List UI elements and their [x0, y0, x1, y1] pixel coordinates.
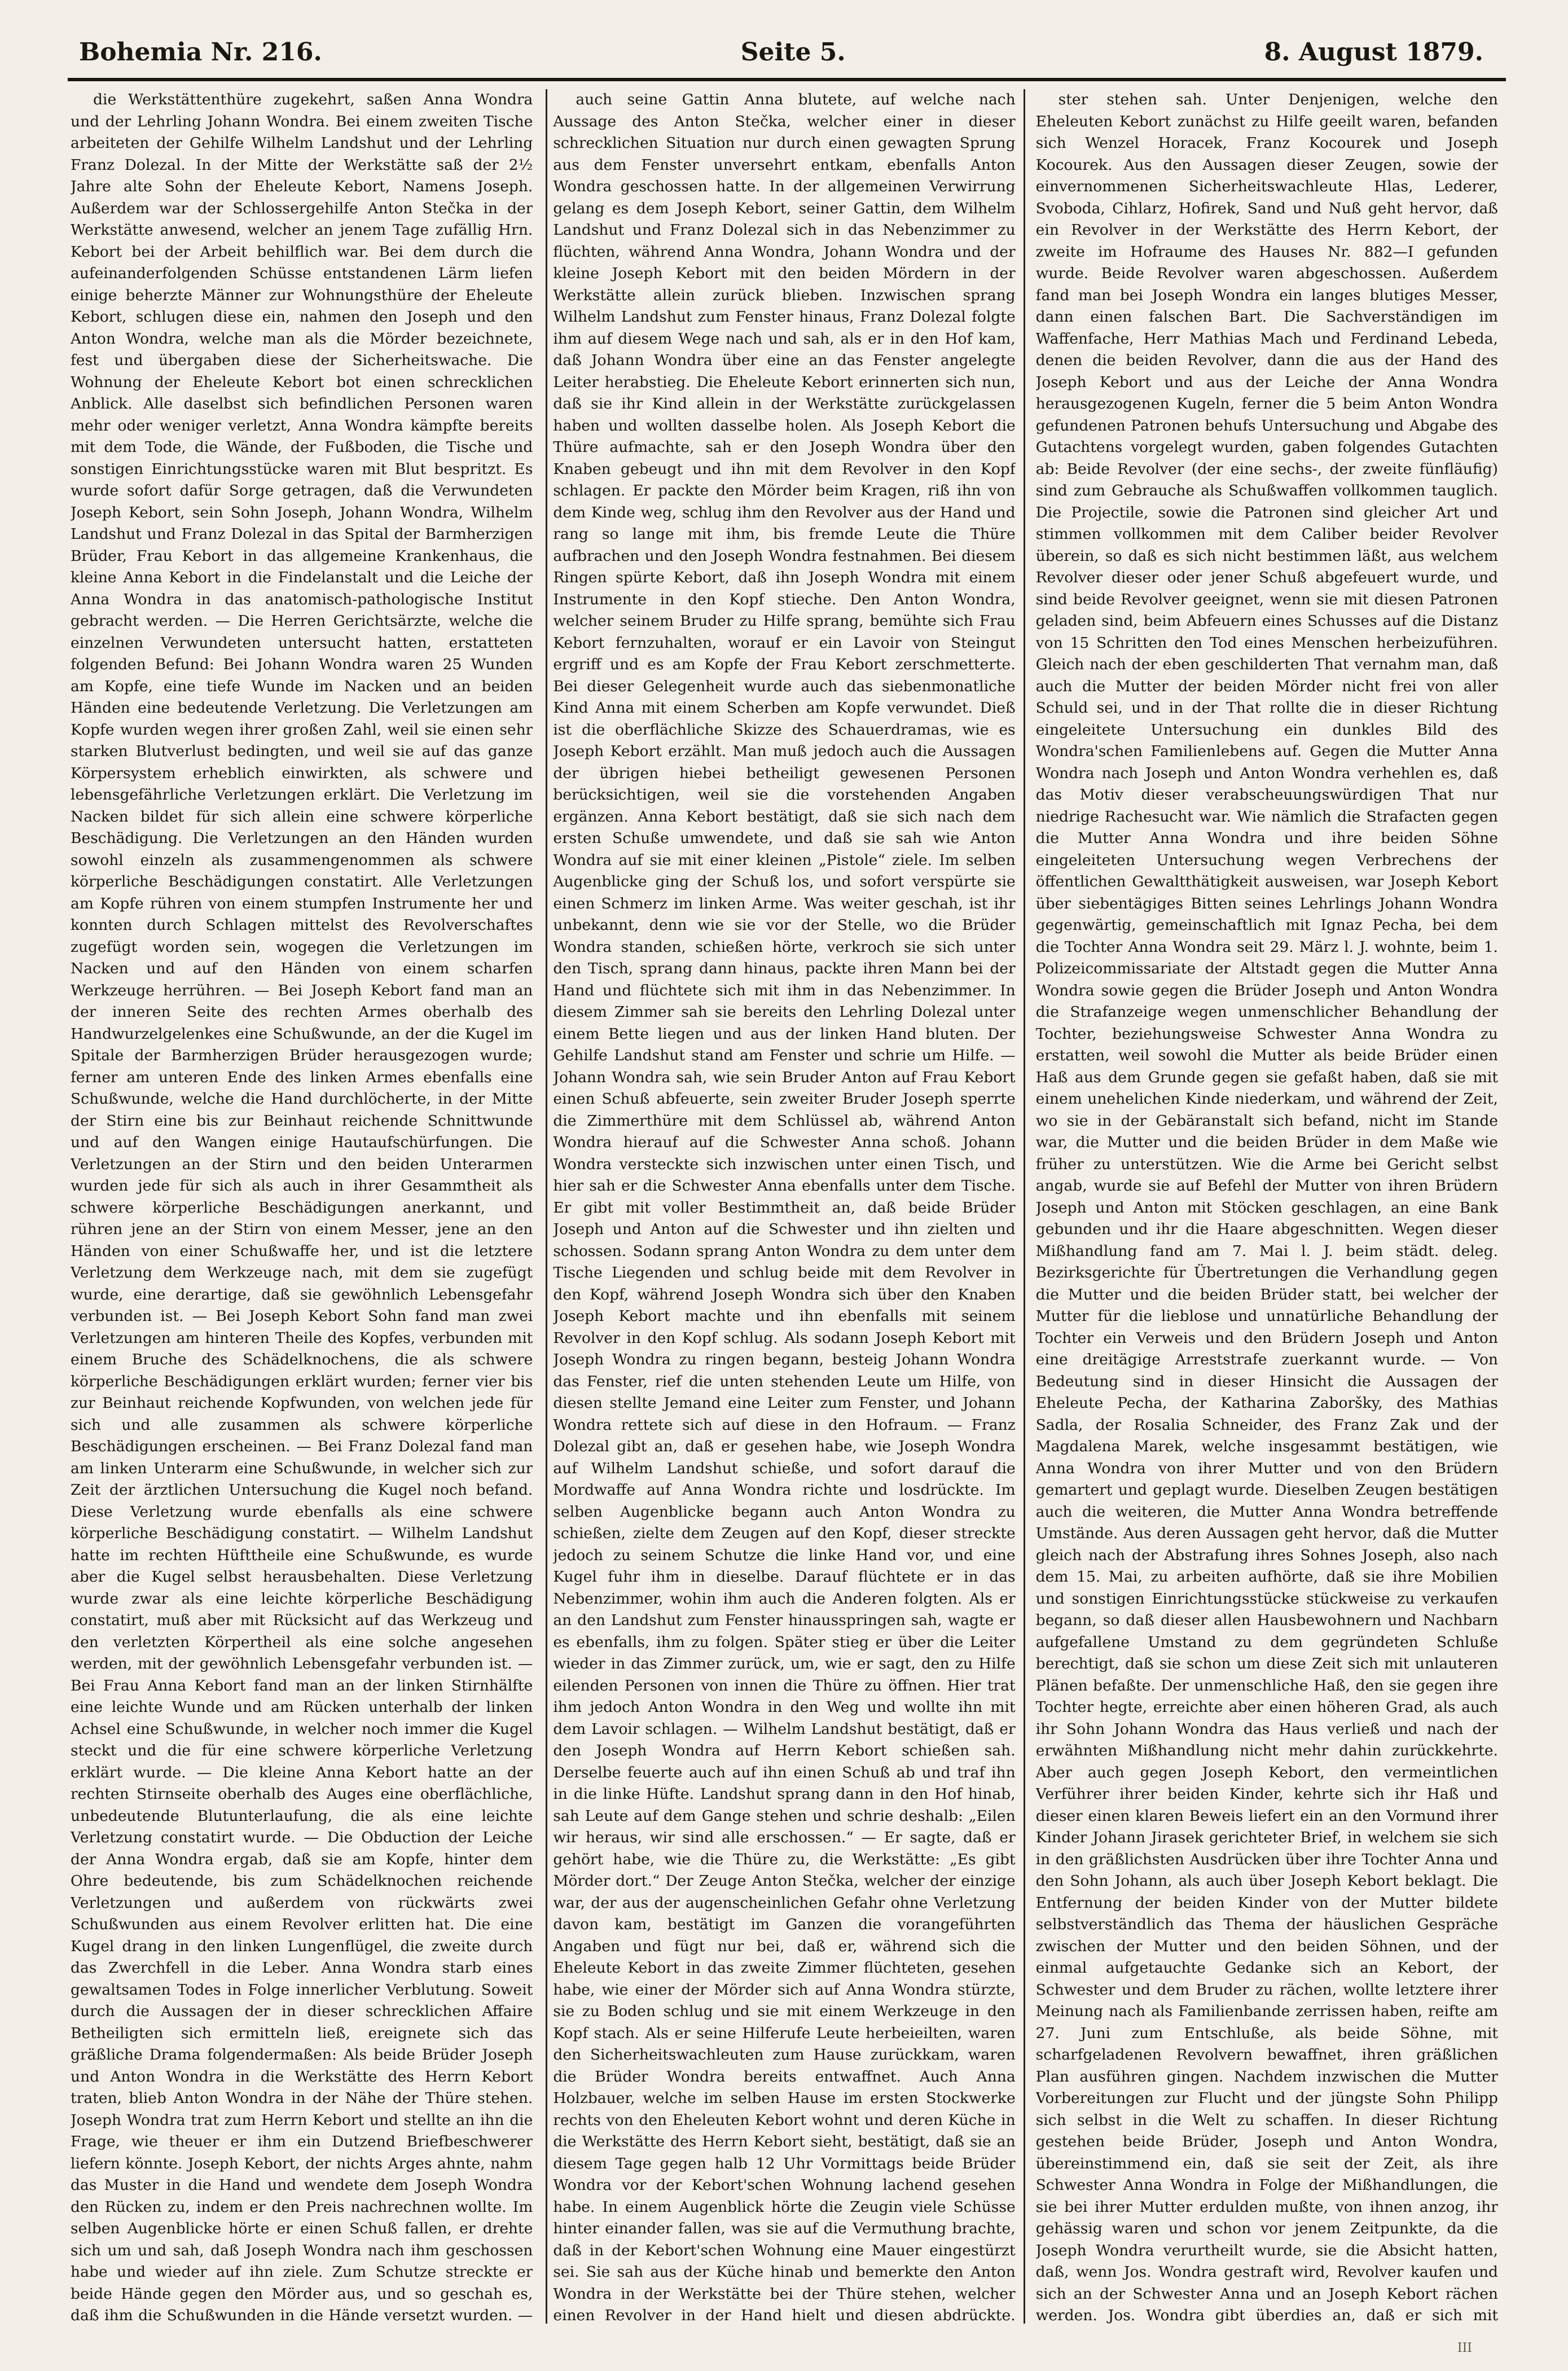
page-header	[79, 29, 1483, 74]
column-1-text: die Werkstättenthüre zugekehrt, saßen Anna Wondra und der Lehrling Johann Wondra. Bei einem zweiten Tische arbeiteten der Gehilfe Wilhelm Landshut und der Lehrling Franz Dolezal. In der Mitte der Werkstätte saß der 2½ Jahre alte Sohn der Eheleute Kebort, Namens Joseph. Außerdem war der Schlossergehilfe Anton Stečka in der Werkstätte anwesend, welcher an jenem Tage zufällig Hrn. Kebort bei der Arbeit behilflich war. Bei dem durch die aufeinanderfolgenden Schüsse entstandenen Lärm liefen einige beherzte Männer zur Wohnungsthüre der Eheleute Kebort, schlugen diese ein, nahmen den Joseph und den Anton Wondra, welche man als die Mörder bezeichnete, fest und übergaben diese der Sicherheitswache. Die Wohnung der Eheleute Kebort bot einen schrecklichen Anblick. Alle daselbst sich befindlichen Personen waren mehr oder weniger verletzt, Anna Wondra kämpfte bereits mit dem Tode, die Wände, der Fußboden, die Tische und sonstigen Einrichtungsstücke waren mit Blut bespritzt. Es wurde sofort dafür Sorge getragen, daß die Verwundeten Joseph Kebort, sein Sohn Joseph, Johann Wondra, Wilhelm Landshut und Franz Dolezal in das Spital der Barmherzigen Brüder, Frau Kebort in das allgemeine Krankenhaus, die kleine Anna Kebort in die Findelanstalt und die Leiche der Anna Wondra in das anatomisch-pathologische Institut gebracht werden. — Die Herren Gerichtsärzte, welche die einzelnen Verwundeten untersucht hatten, erstatteten folgenden Befund: Bei Johann Wondra waren 25 Wunden am Kopfe, eine tiefe Wunde im Nacken und an beiden Händen eine bedeutende Verletzung. Die Verletzungen am Kopfe wurden wegen ihrer großen Zahl, weil sie einen sehr starken Blutverlust bedingten, und weil sie auf das ganze Körpersystem erheblich einwirkten, als schwere und lebensgefährliche Verletzungen erklärt. Die Verletzung im Nacken bildet für sich allein eine schwere körperliche Beschädigung. Die Verletzungen an den Händen wurden sowohl einzeln als zusammengenommen als schwere körperliche Beschädigungen constatirt. Alle Verletzungen am Kopfe rühren von einem stumpfen Instrumente her und konnten durch Schlagen mittelst des Revolverschaftes zugefügt worden sein, wogegen die Verletzungen im Nacken und auf den Händen von einem scharfen Werkzeuge herrühren. — Bei Joseph Kebort fand man an der inneren Seite des rechten Armes oberhalb des Handwurzelgelenkes eine Schußwunde, an der die Kugel im Spitale der Barmherzigen Brüder herausgezogen wurde; ferner am unteren Ende des linken Armes ebenfalls eine Schußwunde, welche die Hand durchlöcherte, in der Mitte der Stirn eine bis zur Beinhaut reichende Schnittwunde und auf den Wangen einige Hautaufschürfungen. Die Verletzungen an der Stirn und den beiden Unterarmen wurden jede für sich als auch in ihrer Gesammtheit als schwere körperliche Beschädigungen anerkannt, und rühren jene an der Stirn von einem Messer, jene an den Händen von einer Schußwaffe her, und ist die letztere Verletzung dem Werkzeuge nach, mit dem sie zugefügt wurde, eine derartige, daß sie gewöhnlich Lebensgefahr verbunden ist. — Bei Joseph Kebort Sohn fand man zwei Verletzungen am hinteren Theile des Kopfes, verbunden mit einem Bruche des Schädelknochens, die als schwere körperliche Beschädigungen erklärt wurden; ferner vier bis zur Beinhaut reichende Kopfwunden, von welchen jede für sich und alle zusammen als schwere körperliche Beschädigungen erscheinen. — Bei Franz Dolezal fand man am linken Unterarm eine Schußwunde, in welcher sich zur Zeit der ärztlichen Untersuchung die Kugel noch befand. Diese Verletzung wurde ebenfalls als eine schwere körperliche Beschädigung constatirt. — Wilhelm Landshut hatte im rechten Hüfttheile eine Schußwunde, es wurde aber die Kugel selbst herausbehalten. Diese Verletzung wurde zwar als eine leichte körperliche Beschädigung constatirt, muß aber mit Rücksicht auf das Werkzeug und den verletzten Körpertheil als eine solche angesehen werden, mit der gewöhnlich Lebensgefahr verbunden ist. — Bei Frau Anna Kebort fand man an der linken Stirnhälfte eine leichte Wunde und am Rücken unterhalb der linken Achsel eine Schußwunde, in welcher noch immer die Kugel steckt und die für eine schwere körperliche Verletzung erklärt wurde. — Die kleine Anna Kebort hatte an der rechten Stirnseite oberhalb des Auges eine oberflächliche, unbedeutende Blutunterlaufung, die als eine leichte Verletzung constatirt wurde. — Die Obduction der Leiche der Anna Wondra ergab, daß sie am Kopfe, hinter dem Ohre bedeutende, bis zum Schädelknochen reichende Verletzungen und außerdem von rückwärts zwei Schußwunden aus einem Revolver erlitten hat. Die eine Kugel drang in den linken Lungenflügel, die zweite durch das Zwerchfell in die Leber. Anna Wondra starb eines gewaltsamen Todes in Folge innerlicher Verblutung. Soweit durch die Aussagen der in dieser schrecklichen Affaire Betheiligten sich ermitteln ließ, ereignete sich das gräßliche Drama folgendermaßen: Als beide Brüder Joseph und Anton Wondra in die Werkstätte des Herrn Kebort traten, blieb Anton Wondra in der Nähe der Thüre stehen. Joseph Wondra trat zum Herrn Kebort und stellte an ihn die Frage, wie theuer er ihm ein Dutzend Briefbeschwerer liefern könnte. Joseph Kebort, der nichts Arges ahnte, nahm das Muster in die Hand und wendete dem Joseph Wondra den Rücken zu, indem er den Preis nachrechnen wollte. Im selben Augenblicke hörte er einen Schuß fallen, er drehte sich um und sah, daß Joseph Wondra nach ihm geschossen habe und wieder auf ihn ziele. Zum Schutze streckte er beide Hände gegen den Mörder aus, und so geschah es, daß ihm die Schußwunden in die Hände versetzt wurden. —	[71, 91, 533, 2324]
article-column-3	[1036, 89, 1498, 2324]
header-rule	[68, 78, 1506, 81]
article-column-2	[553, 89, 1015, 2324]
article-column-1	[71, 89, 533, 2324]
column-2-text: auch seine Gattin Anna blutete, auf welche nach Aussage des Anton Stečka, welcher einer in dieser schrecklichen Situation nur durch einen gewagten Sprung aus dem Fenster unversehrt entkam, ebenfalls Anton Wondra geschossen hatte. In der allgemeinen Verwirrung gelang es dem Joseph Kebort, seiner Gattin, dem Wilhelm Landshut und Franz Dolezal sich in das Nebenzimmer zu flüchten, während Anna Wondra, Johann Wondra und der kleine Joseph Kebort mit den beiden Mördern in der Werkstätte allein zurück blieben. Inzwischen sprang Wilhelm Landshut zum Fenster hinaus, Franz Dolezal folgte ihm auf diesem Wege nach und sah, als er in den Hof kam, daß Johann Wondra über eine an das Fenster angelegte Leiter herabstieg. Die Eheleute Kebort erinnerten sich nun, daß sie ihr Kind allein in der Werkstätte zurückgelassen haben und wollten dasselbe holen. Als Joseph Kebort die Thüre aufmachte, sah er den Joseph Wondra über den Knaben gebeugt und ihn mit dem Revolver in den Kopf schlagen. Er packte den Mörder beim Kragen, riß ihn von dem Kinde weg, schlug ihm den Revolver aus der Hand und rang so lange mit ihm, bis fremde Leute die Thüre aufbrachen und den Joseph Wondra festnahmen. Bei diesem Ringen spürte Kebort, daß ihn Joseph Wondra mit einem Instrumente in den Kopf stieche. Den Anton Wondra, welcher seinem Bruder zu Hilfe sprang, bemühte sich Frau Kebort fernzuhalten, worauf er ein Lavoir von Steingut ergriff und es am Kopfe der Frau Kebort zerschmetterte. Bei dieser Gelegenheit wurde auch das siebenmonatliche Kind Anna mit einem Scherben am Kopfe verwundet. Dieß ist die oberflächliche Skizze des Schauerdramas, wie es Joseph Kebort erzählt. Man muß jedoch auch die Aussagen der übrigen hiebei betheiligt gewesenen Personen berücksichtigen, weil sie die vorstehenden Angaben ergänzen. Anna Kebort bestätigt, daß sie sich nach dem ersten Schuße umwendete, und daß sie sah wie Anton Wondra auf sie mit einer kleinen „Pistole“ ziele. Im selben Augenblicke ging der Schuß los, und sofort verspürte sie einen Schmerz im linken Arme. Was weiter geschah, ist ihr unbekannt, denn wie sie vor der Stelle, wo die Brüder Wondra standen, schießen hörte, verkroch sie sich unter den Tisch, sprang dann hinaus, packte ihren Mann bei der Hand und flüchtete sich mit ihm in das Nebenzimmer. In diesem Zimmer sah sie bereits den Lehrling Dolezal unter einem Bette liegen und aus der linken Hand bluten. Der Gehilfe Landshut stand am Fenster und schrie um Hilfe. — Johann Wondra sah, wie sein Bruder Anton auf Frau Kebort einen Schuß abfeuerte, sein zweiter Bruder Joseph sperrte die Zimmerthüre mit dem Schlüssel ab, während Anton Wondra hierauf auf die Schwester Anna schoß. Johann Wondra versteckte sich inzwischen unter einen Tisch, und hier sah er die Schwester Anna ebenfalls unter dem Tische. Er gibt mit voller Bestimmtheit an, daß beide Brüder Joseph und Anton auf die Schwester und ihn zielten und schossen. Sodann sprang Anton Wondra zu dem unter dem Tische Liegenden und schlug beide mit dem Revolver in den Kopf, während Joseph Wondra sich über den Knaben Joseph Kebort machte und ihn ebenfalls mit seinem Revolver in den Kopf schlug. Als sodann Joseph Kebort mit Joseph Wondra zu ringen begann, besteig Johann Wondra das Fenster, rief die unten stehenden Leute um Hilfe, von diesen stellte Jemand eine Leiter zum Fenster, und Johann Wondra rettete sich auf diese in den Hofraum. — Franz Dolezal gibt an, daß er gesehen habe, wie Joseph Wondra auf Wilhelm Landshut schieße, und sofort darauf die Mordwaffe auf Anna Wondra richte und losdrückte. Im selben Augenblicke begann auch Anton Wondra zu schießen, zielte dem Zeugen auf den Kopf, dieser streckte jedoch zu seinem Schutze die linke Hand vor, und eine Kugel fuhr ihm in dieselbe. Darauf flüchtete er in das Nebenzimmer, wohin ihm auch die Anderen folgten. Als er an den Landshut zum Fenster hinausspringen sah, wagte er es ebenfalls, ihm zu folgen. Später stieg er über die Leiter wieder in das Zimmer zurück, um, wie er sagt, den zu Hilfe eilenden Personen von innen die Thüre zu öffnen. Hier trat ihm jedoch Anton Wondra in den Weg und wollte ihn mit dem Lavoir schlagen. — Wilhelm Landshut bestätigt, daß er den Joseph Wondra auf Herrn Kebort schießen sah. Derselbe feuerte auch auf ihn einen Schuß ab und traf ihn in die linke Hüfte. Landshut sprang dann in den Hof hinab, sah Leute auf dem Gange stehen und schrie deshalb: „Eilen wir heraus, wir sind alle erschossen.“ — Er sagte, daß er gehört habe, wie die Thüre zu, die Werkstätte: „Es gibt Mörder dort.“ Der Zeuge Anton Stečka, welcher der einzige war, der aus der augenscheinlichen Gefahr ohne Verletzung davon kam, bestätigt im Ganzen die vorangeführten Angaben und fügt nur bei, daß er, während sich die Eheleute Kebort in das zweite Zimmer flüchteten, gesehen habe, wie einer der Mörder sich auf Anna Wondra stürzte, sie zu Boden schlug und sie mit einem Werkzeuge in den Kopf stach. Als er seine Hilferufe Leute herbeieilten, waren den Sicherheitswachleuten zum Hause zurückkam, waren die Brüder Wondra bereits entwaffnet. Auch Anna Holzbauer, welche im selben Hause im ersten Stockwerke rechts von den Eheleuten Kebort wohnt und deren Küche in die Werkstätte des Herrn Kebort sieht, bestätigt, daß sie an diesem Tage gegen halb 12 Uhr Vormittags beide Brüder Wondra vor der Kebort'schen Wohnung lachend gesehen habe. In einem Augenblick hörte die Zeugin viele Schüsse hinter einander fallen, was sie auf die Vermuthung brachte, daß in der Kebort'schen Wohnung eine Mauer eingestürzt sei. Sie sah aus der Küche hinab und bemerkte den Anton Wondra in der Werkstätte bei der Thüre stehen, welcher einen Revolver in der Hand hielt und diesen abdrückte.	[553, 91, 1016, 2324]
column-3-text: ster stehen sah. Unter Denjenigen, welche den Eheleuten Kebort zunächst zu Hilfe geeilt waren, befanden sich Wenzel Horacek, Franz Kocourek und Joseph Kocourek. Aus den Aussagen dieser Zeugen, sowie der einvernommenen Sicherheitswachleute Hlas, Lederer, Svoboda, Cihlarz, Hofirek, Sand und Nuß geht hervor, daß ein Revolver in der Werkstätte des Herrn Kebort, der zweite im Hofraume des Hauses Nr. 882—I gefunden wurde. Beide Revolver waren abgeschossen. Außerdem fand man bei Joseph Wondra ein langes blutiges Messer, dann einen falschen Bart. Die Sachverständigen im Waffenfache, Herr Mathias Mach und Ferdinand Lebeda, denen die beiden Revolver, dann die aus der Hand des Joseph Kebort und aus der Leiche der Anna Wondra herausgezogenen Kugeln, ferner die 5 beim Anton Wondra gefundenen Patronen behufs Untersuchung und Abgabe des Gutachtens vorgelegt wurden, gaben folgendes Gutachten ab: Beide Revolver (der eine sechs-, der zweite fünfläufig) sind zum Gebrauche als Schußwaffen vollkommen tauglich. Die Projectile, sowie die Patronen sind gleicher Art und stimmen vollkommen mit dem Caliber beider Revolver überein, so daß es sich nicht bestimmen läßt, aus welchem Revolver dieser oder jener Schuß abgefeuert wurde, und sind beide Revolver geeignet, wenn sie mit diesen Patronen geladen sind, beim Abfeuern eines Schusses auf die Distanz von 15 Schritten den Tod eines Menschen herbeizuführen. Gleich nach der eben geschilderten That vernahm man, daß auch die Mutter der beiden Mörder nicht frei von aller Schuld sei, und in der That rollte die in dieser Richtung eingeleitete Untersuchung ein dunkles Bild des Wondra'schen Familienlebens auf. Gegen die Mutter Anna Wondra nach Joseph und Anton Wondra verhehlen es, daß das Motiv dieser verabscheuungswürdigen That nur niedrige Rachesucht war. Wie nämlich die Strafacten gegen die Mutter Anna Wondra und ihre beiden Söhne eingeleiteten Untersuchung wegen Verbrechens der öffentlichen Gewaltthätigkeit ausweisen, war Joseph Kebort über siebentägiges Bitten seines Lehrlings Johann Wondra gegenwärtig, gemeinschaftlich mit Ignaz Pecha, bei dem die Tochter Anna Wondra seit 29. März l. J. wohnte, beim 1. Polizeicommissariate der Altstadt gegen die Mutter Anna Wondra sowie gegen die Brüder Joseph und Anton Wondra die Strafanzeige wegen unmenschlicher Behandlung der Tochter, beziehungsweise Schwester Anna Wondra zu erstatten, weil sowohl die Mutter als beide Brüder einen Haß aus dem Grunde gegen sie gefaßt haben, daß sie mit einem unehelichen Kinde niederkam, und während der Zeit, wo sie in der Gebäranstalt sich befand, nicht im Stande war, die Mutter und die beiden Brüder in dem Maße wie früher zu unterstützen. Wie die Arme bei Gericht selbst angab, wurde sie auf Befehl der Mutter von ihren Brüdern Joseph und Anton mit Stöcken geschlagen, an eine Bank gebunden und ihr die Haare abgeschnitten. Wegen dieser Mißhandlung fand am 7. Mai l. J. beim städt. deleg. Bezirksgerichte für Übertretungen die Verhandlung gegen die Mutter und die beiden Brüder statt, bei welcher der Mutter für die lieblose und unnatürliche Behandlung der Tochter ein Verweis und den Brüdern Joseph und Anton eine dreitägige Arreststrafe zuerkannt wurde. — Von Bedeutung sind in dieser Hinsicht die Aussagen der Eheleute Pecha, der Katharina Zaboršky, des Mathias Sadla, der Rosalia Schneider, des Franz Zak und der Magdalena Marek, welche insgesammt bestätigen, wie Anna Wondra von ihrer Mutter und von den Brüdern gemartert und geplagt wurde. Dieselben Zeugen bestätigen auch die weiteren, die Mutter Anna Wondra betreffende Umstände. Aus deren Aussagen geht hervor, daß die Mutter gleich nach der Abstrafung ihres Sohnes Joseph, also nach dem 15. Mai, zu arbeiten aufhörte, daß sie ihre Mobilien und sonstigen Einrichtungsstücke stückweise zu verkaufen begann, so daß dieser allen Hausbewohnern und Nachbarn aufgefallene Umstand zu dem gegründeten Schluße berechtigt, daß sie schon um diese Zeit sich mit unlauteren Plänen befaßte. Der unmenschliche Haß, den sie gegen ihre Tochter hegte, erreichte aber einen höheren Grad, als auch ihr Sohn Johann Wondra das Haus verließ und nach der erwähnten Mißhandlung nicht mehr dahin zurückkehrte. Aber auch gegen Joseph Kebort, den vermeintlichen Verführer ihrer beiden Kinder, kehrte sich ihr Haß und dieser einen klaren Beweis liefert ein an den Vormund ihrer Kinder Johann Jirasek gerichteter Brief, in welchem sie sich in den gräßlichsten Ausdrücken über ihre Tochter Anna und den Sohn Johann, als auch über Joseph Kebort beklagt. Die Entfernung der beiden Kinder von der Mutter bildete selbstverständlich das Thema der häuslichen Gespräche zwischen der Mutter und den beiden Söhnen, und der einmal aufgetauchte Gedanke sich an Kebort, der Schwester und dem Bruder zu rächen, wollte letztere ihrer Meinung nach als Familienbande zerrissen haben, reifte am 27. Juni zum Entschluße, als beide Söhne, mit scharfgeladenen Revolvern bewaffnet, ihren gräßlichen Plan ausführen gingen. Nachdem inzwischen die Mutter Vorbereitungen zur Flucht und der jüngste Sohn Philipp sich selbst in die Welt zu schaffen. In dieser Richtung gestehen beide Brüder, Joseph und Anton Wondra, übereinstimmend ein, daß sie seit der Zeit, als ihre Schwester Anna Wondra in Folge der Mißhandlungen, die sie bei ihrer Mutter erdulden mußte, von ihnen anzog, ihr gehässig waren und schon vor jenem Zeitpunkte, da die Joseph Wondra verurtheilt wurde, sie die Absicht hatten, daß, wenn Jos. Wondra gestraft wird, Revolver kaufen und sich an der Schwester Anna und an Joseph Kebort rächen werden. Jos. Wondra gibt überdies an, daß er sich mit	[1035, 91, 1498, 2324]
printer-folio-mark: III	[1457, 2341, 1472, 2355]
issue-date: 8. August 1879.	[1264, 37, 1483, 67]
article-columns	[71, 89, 1498, 2324]
masthead-issue: Bohemia Nr. 216.	[79, 37, 322, 67]
page-number: Seite 5.	[740, 37, 846, 67]
